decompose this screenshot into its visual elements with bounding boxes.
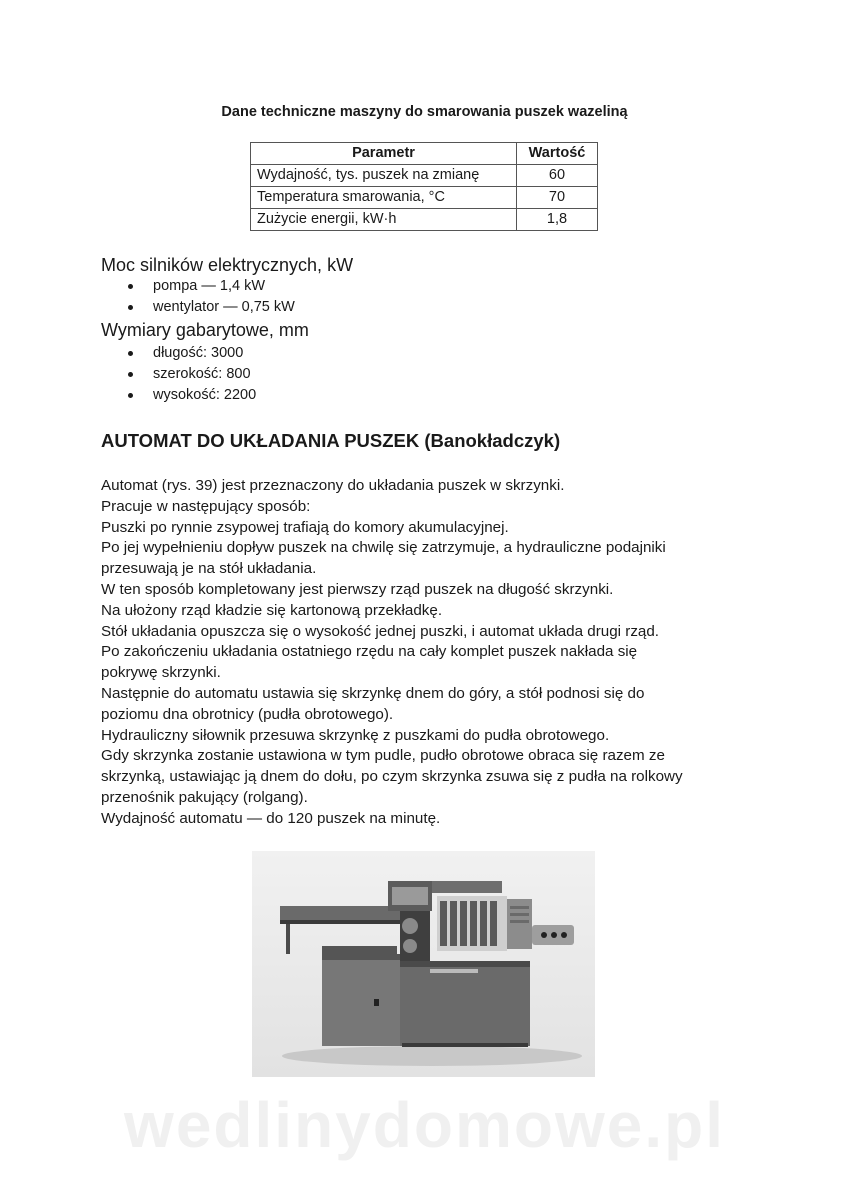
cell-value: 60 bbox=[517, 165, 598, 187]
cell-parameter: Wydajność, tys. puszek na zmianę bbox=[251, 165, 517, 187]
motors-title: Moc silników elektrycznych, kW bbox=[101, 255, 354, 275]
paragraph-line: Stół układania opuszcza się o wysokość jednej puszki, i automat układa drugi rząd. bbox=[101, 622, 660, 640]
paragraph-line: W ten sposób kompletowany jest pierwszy rząd puszek na długość skrzynki. bbox=[101, 580, 614, 598]
cell-parameter: Zużycie energii, kW·h bbox=[251, 209, 517, 231]
paragraph-line: Automat (rys. 39) jest przeznaczony do układania puszek w skrzynki. bbox=[101, 477, 565, 494]
paragraph-line: Wydajność automatu — do 120 puszek na minutę. bbox=[101, 809, 441, 827]
paragraph-line: Na ułożony rząd kładzie się kartonową przekładkę. bbox=[101, 601, 443, 619]
machine-photo bbox=[252, 851, 595, 1077]
paragraph-line: Po zakończeniu układania ostatniego rzędu na cały komplet puszek nakłada się bbox=[101, 643, 638, 661]
paragraph-line: Po jej wypełnieniu dopływ puszek na chwilę się zatrzymuje, a hydrauliczne podajniki bbox=[101, 539, 666, 557]
paragraph-line: Puszki po rynnie zsypowej trafiają do komory akumulacyjnej. bbox=[101, 518, 509, 536]
paragraph-line: Pracuje w następujący sposób: bbox=[101, 497, 311, 515]
paragraph-line: przenośnik pakujący (rolgang). bbox=[101, 788, 308, 806]
dimensions-list bbox=[126, 343, 256, 406]
section-heading: AUTOMAT DO UKŁADANIA PUSZEK (Banokładczyk) bbox=[101, 430, 561, 451]
dimensions-title: Wymiary gabarytowe, mm bbox=[101, 320, 309, 340]
paragraph-line: Hydrauliczny siłownik przesuwa skrzynkę z puszkami do pudła obrotowego. bbox=[101, 726, 610, 744]
list-item: wentylator — 0,75 kW bbox=[126, 297, 295, 318]
paragraph-line: skrzynką, ustawiając ją dnem do dołu, po czym skrzynka zsuwa się z pudła na rolkowy bbox=[101, 768, 683, 786]
table-row bbox=[251, 209, 598, 231]
cell-value: 70 bbox=[517, 187, 598, 209]
paragraph-line: poziomu dna obrotnicy (pudła obrotowego). bbox=[101, 705, 394, 723]
list-item: długość: 3000 bbox=[126, 343, 256, 364]
cell-parameter: Temperatura smarowania, °C bbox=[251, 187, 517, 209]
table-title: Dane techniczne maszyny do smarowania puszek wazeliną bbox=[221, 104, 628, 120]
paragraph-line: Następnie do automatu ustawia się skrzynkę dnem do góry, a stół podnosi się do bbox=[101, 684, 645, 702]
list-item: pompa — 1,4 kW bbox=[126, 276, 295, 297]
list-item: wysokość: 2200 bbox=[126, 385, 256, 406]
description-paragraph bbox=[101, 476, 801, 830]
watermark: wedlinydomowe.pl bbox=[124, 1089, 725, 1161]
motors-list bbox=[126, 276, 295, 318]
header-parameter: Parametr bbox=[251, 143, 517, 165]
header-value: Wartość bbox=[517, 143, 598, 165]
table-header-row bbox=[251, 143, 598, 165]
table-row bbox=[251, 187, 598, 209]
paragraph-line: pokrywę skrzynki. bbox=[101, 664, 221, 682]
paragraph-line: Gdy skrzynka zostanie ustawiona w tym pudle, pudło obrotowe obraca się razem ze bbox=[101, 747, 665, 765]
table-row bbox=[251, 165, 598, 187]
tech-table bbox=[250, 142, 598, 231]
list-item: szerokość: 800 bbox=[126, 364, 256, 385]
cell-value: 1,8 bbox=[517, 209, 598, 231]
paragraph-line: przesuwają je na stół układania. bbox=[101, 560, 317, 578]
machine-illustration bbox=[252, 851, 595, 1077]
